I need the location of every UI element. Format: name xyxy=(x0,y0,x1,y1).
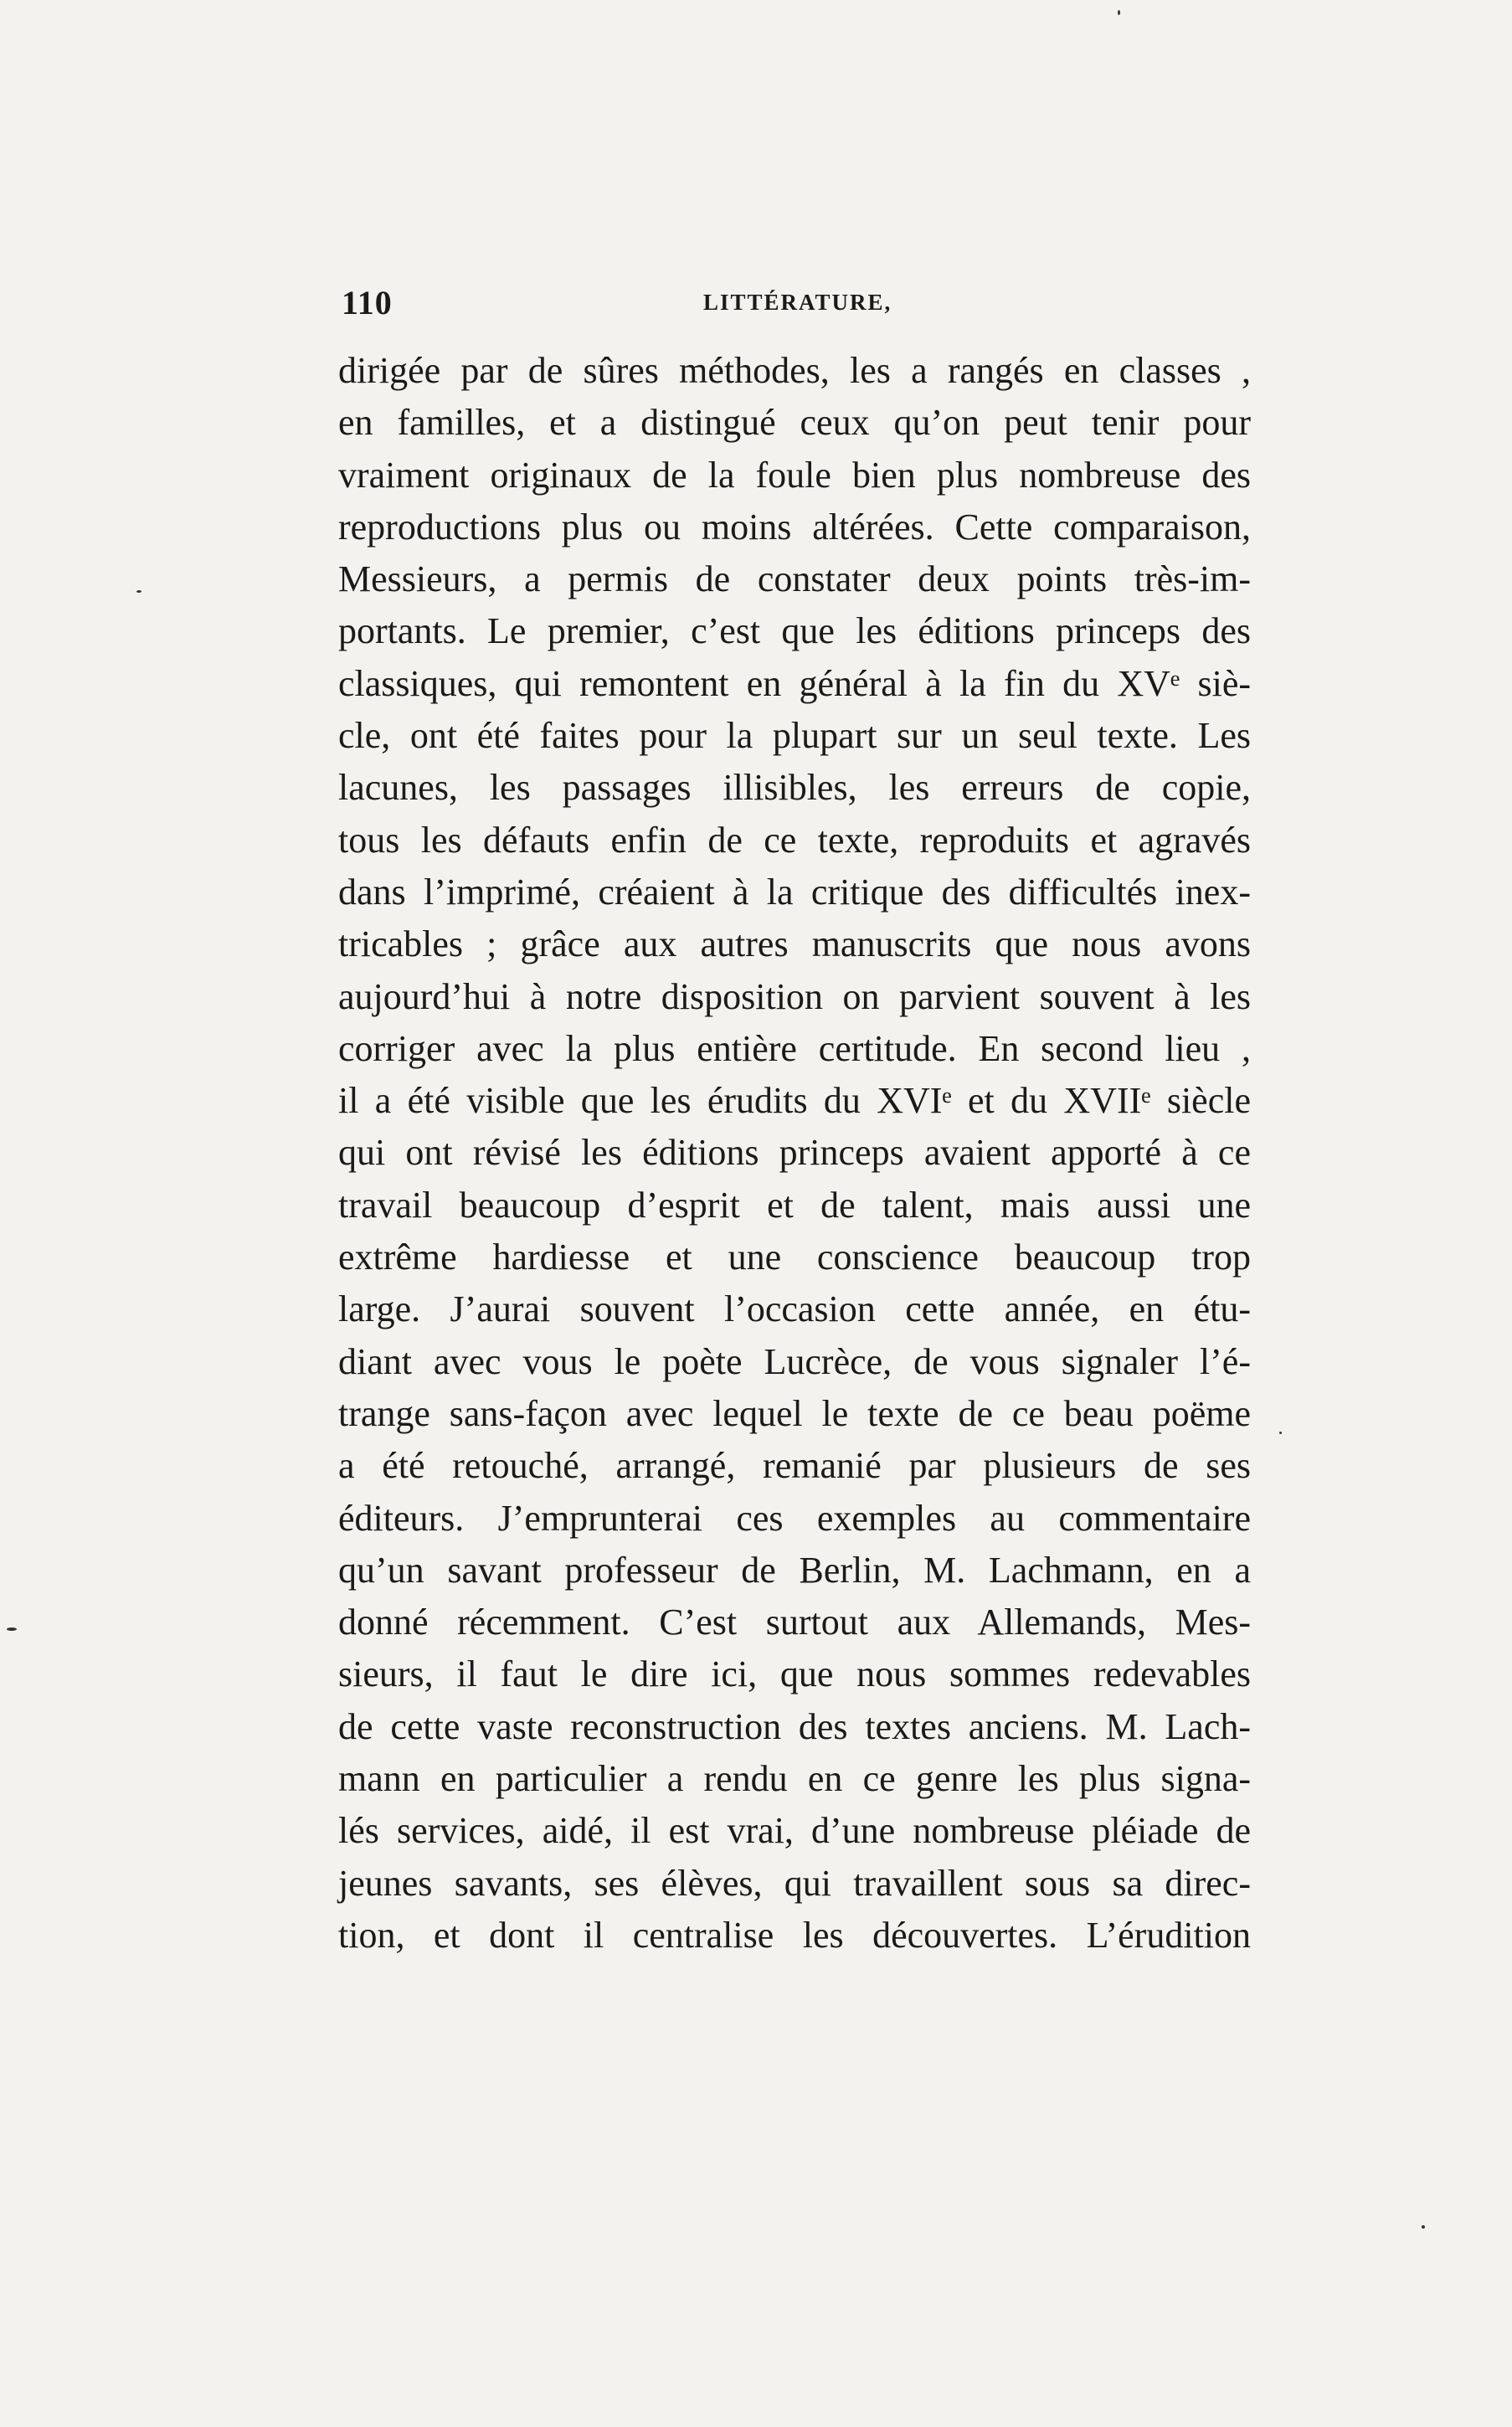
scan-speck xyxy=(7,1627,17,1631)
text-line: a été retouché, arrangé, remanié par plusieurs de ses xyxy=(338,1445,1251,1487)
scan-speck xyxy=(1279,1432,1282,1434)
text-line: qu’un savant professeur de Berlin, M. Lachmann, en a xyxy=(338,1549,1251,1591)
text-line: reproductions plus ou moins altérées. Cette comparaison, xyxy=(338,506,1251,548)
text-line: cle, ont été faites pour la plupart sur un seul texte. Les xyxy=(338,715,1251,757)
text-line: sieurs, il faut le dire ici, que nous sommes redevables xyxy=(338,1653,1251,1695)
text-line: qui ont révisé les éditions princeps avaient apporté à ce xyxy=(338,1132,1251,1174)
scan-speck xyxy=(1422,2225,1425,2229)
text-line: éditeurs. J’emprunterai ces exemples au commentaire xyxy=(338,1497,1251,1539)
text-line: tion, et dont il centralise les découvertes. L’érudition xyxy=(338,1914,1251,1956)
text-line: aujourd’hui à notre disposition on parvient souvent à les xyxy=(338,975,1251,1017)
body-text xyxy=(338,345,1251,1962)
text-line: jeunes savants, ses élèves, qui travaillent sous sa direc- xyxy=(338,1862,1251,1904)
text-line: en familles, et a distingué ceux qu’on peut tenir pour xyxy=(338,402,1251,444)
text-line: vraiment originaux de la foule bien plus nombreuse des xyxy=(338,454,1251,496)
page-number: 110 xyxy=(342,284,393,321)
text-line: trange sans-façon avec lequel le texte de ce beau poëme xyxy=(338,1392,1251,1434)
text-line: donné récemment. C’est surtout aux Allemands, Mes- xyxy=(338,1602,1251,1643)
text-line: portants. Le premier, c’est que les éditions princeps des xyxy=(338,610,1251,652)
text-line: tous les défauts enfin de ce texte, reproduits et agravés xyxy=(338,819,1251,861)
text-line: lacunes, les passages illisibles, les erreurs de copie, xyxy=(338,767,1251,809)
text-line: classiques, qui remontent en général à la fin du XVᵉ siè- xyxy=(338,662,1251,704)
text-line: large. J’aurai souvent l’occasion cette année, en étu- xyxy=(338,1288,1251,1330)
text-line: travail beaucoup d’esprit et de talent, mais aussi une xyxy=(338,1184,1251,1226)
text-line: il a été visible que les érudits du XVIᵉ et du XVIIᵉ siècle xyxy=(338,1080,1251,1122)
text-line: corriger avec la plus entière certitude. En second lieu , xyxy=(338,1027,1251,1069)
text-line: de cette vaste reconstruction des textes anciens. M. Lach- xyxy=(338,1705,1251,1747)
scan-speck xyxy=(1118,10,1120,15)
text-line: diant avec vous le poète Lucrèce, de vous signaler l’é- xyxy=(338,1340,1251,1382)
text-line: Messieurs, a permis de constater deux points très-im- xyxy=(338,558,1251,600)
text-line: extrême hardiesse et une conscience beaucoup trop xyxy=(338,1237,1251,1278)
page-header xyxy=(342,283,1254,333)
text-line: tricables ; grâce aux autres manuscrits que nous avons xyxy=(338,923,1251,965)
text-line: mann en particulier a rendu en ce genre les plus signa- xyxy=(338,1758,1251,1800)
running-title: LITTÉRATURE, xyxy=(703,290,892,315)
text-line: dans l’imprimé, créaient à la critique des difficultés inex- xyxy=(338,871,1251,913)
text-line: lés services, aidé, il est vrai, d’une nombreuse pléiade de xyxy=(338,1810,1251,1852)
text-line: dirigée par de sûres méthodes, les a rangés en classes , xyxy=(338,350,1251,391)
scan-speck xyxy=(136,590,141,593)
